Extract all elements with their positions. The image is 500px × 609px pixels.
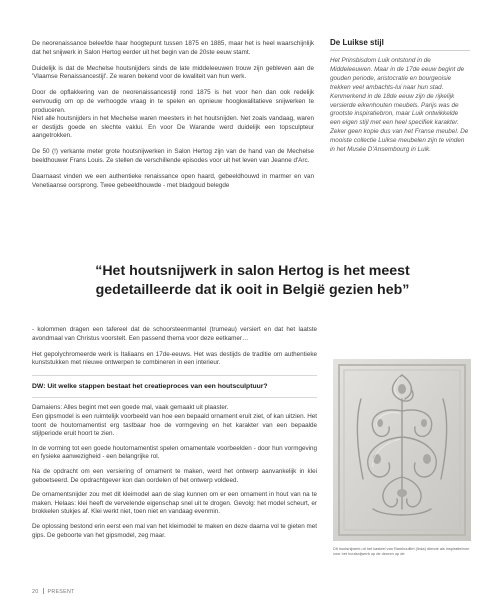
body-paragraph: Het gepolychromeerde werk is Italiaans en 17de-eeuws. Het was destijds de traditie om authentieke kunststukken met nieuwe ontwerpen te combineren in een interieur. bbox=[32, 350, 317, 367]
answer-paragraph: In de vorming tot een goede houtornamentist spelen ornamentale voorbeelden - door hun vormgeving en fysieke aanwezigheid - een belangrijke rol. bbox=[32, 444, 317, 461]
interview-question: DW: Uit welke stappen bestaat het creatieproces van een houtsculptuur? bbox=[32, 383, 268, 391]
body-paragraph: De 50 (!) verkante meter grote houtsnijwerken in Salon Hertog zijn van de hand van de Mechelse beeldhouwer Frans Louis. Ze stellen de verschillende episodes voor uit het leven van Jeanne d'Arc. bbox=[32, 148, 314, 165]
page-number: 20 bbox=[32, 589, 39, 595]
bottom-text-column bbox=[32, 326, 317, 546]
pull-quote: “Het houtsnijwerk in salon Hertog is het meest gedetailleerde dat ik ooit in België gezien heb” bbox=[95, 263, 410, 298]
body-paragraph: De neorenaissance beleefde haar hoogtepunt tussen 1875 en 1885, maar het is heel waarschijnlijk dat het snijwerk in Salon Hertog eerder uit het begin van de 20ste eeuw stamt. bbox=[32, 40, 314, 56]
footer-separator bbox=[43, 588, 44, 594]
body-paragraph: Door de opflakkering van de neorenaissancestijl rond 1875 is het voor hen dan ook redelijk eenvoudig om op de verhoogde vraag in te spelen en opnieuw hoogkwalitatieve snijwerken te produceren. Niet alle houtsnijders in het Mechelse waren meesters in het houtsnijden. Net zoals vandaag, waren er destijds goede en slechte vaklui. En voor De Warande werd duidelijk een topsculpteur aangetrokken. bbox=[32, 89, 314, 140]
sidebar-box bbox=[330, 38, 470, 155]
sidebar-title: De Luikse stijl bbox=[330, 38, 384, 47]
body-paragraph: Duidelijk is dat de Mechelse houtsnijders sinds de late middeleeuwen trouw zijn gebleven aan de 'Vlaamse Renaissancestijl'. Ze waren bekend voor de kwaliteit van hun werk. bbox=[32, 64, 314, 81]
answer-paragraph: Damaiens: Alles begint met een goede mal, vaak gemaakt uit plaaster. Een gipsmodel is een ruimtelijk voorbeeld van hoe een bepaald ornament eruit ziet, of kan uitzien. Het toont de houtornamentist erg tastbaar hoe de vormgeving en het karakter van een bepaalde stijlperiode eruit hoort te zien. bbox=[32, 404, 317, 438]
top-text-column bbox=[32, 40, 314, 198]
section-divider bbox=[32, 397, 317, 398]
page-footer bbox=[32, 588, 75, 595]
answer-paragraph: De oplossing bestond erin eerst een mal van het kleimodel te maken en deze daarna vol te gieten met gips. De geboorte van het gipsmodel, zeg maar. bbox=[32, 522, 317, 539]
magazine-name: PRESENT bbox=[47, 589, 75, 595]
body-paragraph: - kolommen dragen een tafereel dat de schoorsteenmantel (trumeau) versiert en dat het laatste avondmaal van Christus voorstelt. Een passend thema voor deze eetkamer… bbox=[32, 326, 317, 342]
photo-caption: Dit houtsnijwerk uit het kasteel van Rambouillet (links) diende als inspiratiebron voor het houtsnijwerk op de deuren op de bbox=[333, 546, 470, 556]
answer-paragraph: Na de opdracht om een versiering of ornament te maken, werd het ontwerp aanvankelijk in klei geboetseerd. De opdrachtgever kon dan oordelen of het ontwerp voldeed. bbox=[32, 467, 317, 484]
sidebar-divider bbox=[330, 50, 470, 51]
sidebar-body: Het Prinsbisdom Luik ontstond in de Middeleeuwen. Maar in de 17de eeuw begint de gouden periode, aristocratie en bourgeoisie trekken veel ambachts-lui naar hun stad. Kenmerkend in de 18de eeuw zijn de rijkelijk versierde eikenhouten meubels. Parijs was de grootste inspiratiebron, maar Luik ontwikkelde een eigen stijl met een heel specifiek karakter. Zeker geen kopie dus van het Franse meubel. De mooiste collectie Luikse meubelen zijn te vinden in het Musée D'Ansembourg in Luik. bbox=[330, 57, 469, 154]
answer-paragraph: De ornamentsnijder zou met dit kleimodel aan de slag kunnen om er een ornament in hout van na te maken. Helaas: klei heeft de vervelende eigenschap snel uit te drogen. Gevolg: het model scheurt, er brokkelen stukjes af. Klei werkt niet, toen niet en vandaag evenmin. bbox=[32, 491, 317, 516]
body-paragraph: Daarnaast vinden we een authentieke renaissance open haard, gebeeldhouwd in marmer en van Venetiaanse oorsprong. Twee gebeeldhouwde - met bladgoud belegde bbox=[32, 173, 314, 189]
woodcarving-photo bbox=[333, 359, 471, 541]
section-divider bbox=[32, 375, 317, 376]
